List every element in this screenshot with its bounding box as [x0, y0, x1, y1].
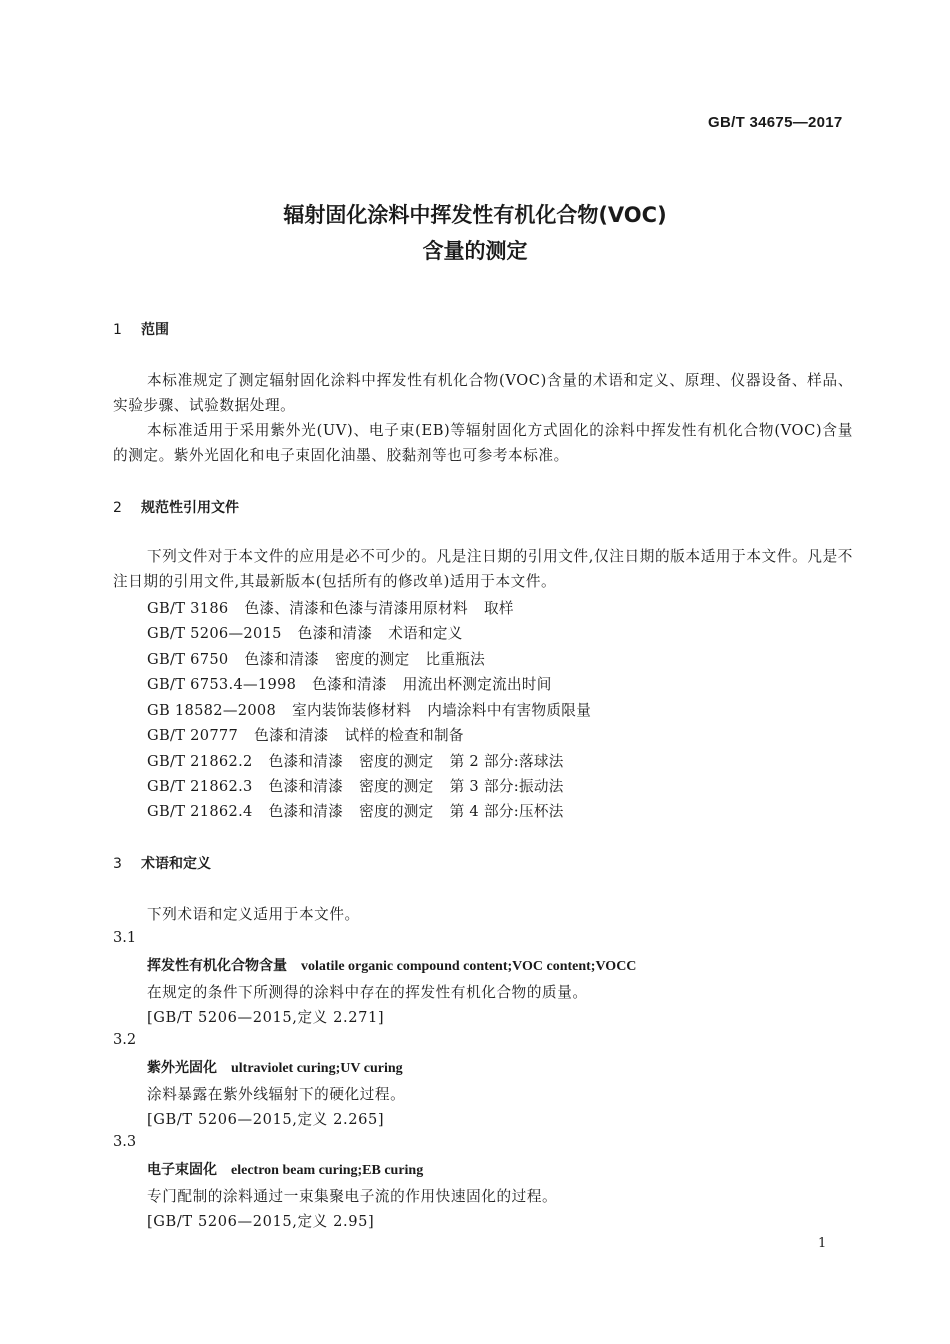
reference-code: GB/T 21862.3 — [147, 778, 253, 795]
section-number: 2 — [113, 500, 122, 516]
reference-title-part: 色漆和清漆 — [312, 676, 387, 693]
section-1-paragraph-2: 本标准适用于采用紫外光(UV)、电子束(EB)等辐射固化方式固化的涂料中挥发性有机化合物(VOC)含量的测定。紫外光固化和电子束固化油墨、胶黏剂等也可参考本标准。 — [113, 422, 853, 464]
term-name — [147, 1159, 423, 1179]
section-3-heading — [113, 853, 211, 873]
reference-code: GB/T 21862.2 — [147, 753, 253, 770]
reference-title-part: 室内装饰装修材料 — [292, 702, 412, 719]
reference-item — [147, 750, 564, 771]
reference-title-part: 第 4 部分:压杯法 — [449, 803, 564, 820]
reference-code: GB/T 6750 — [147, 651, 229, 668]
section-title: 术语和定义 — [141, 856, 211, 872]
term-name-zh: 紫外光固化 — [147, 1060, 217, 1076]
term-definition: 涂料暴露在紫外线辐射下的硬化过程。 — [147, 1086, 406, 1103]
term-source: [GB/T 5206—2015,定义 2.265] — [147, 1111, 385, 1128]
reference-code: GB/T 6753.4—1998 — [147, 676, 297, 693]
reference-code: GB/T 3186 — [147, 600, 229, 617]
reference-item — [147, 699, 591, 720]
section-title: 范围 — [141, 322, 169, 338]
term-name-en: electron beam curing;EB curing — [231, 1163, 424, 1178]
section-2-paragraph-1: 下列文件对于本文件的应用是必不可少的。凡是注日期的引用文件,仅注日期的版本适用于本文件。凡是不注日期的引用文件,其最新版本(包括所有的修改单)适用于本文件。 — [113, 548, 853, 590]
term-number: 3.1 — [113, 929, 137, 946]
reference-title-part: 色漆和清漆 — [268, 778, 344, 795]
section-number: 1 — [113, 322, 122, 338]
reference-title-part: 色漆和清漆 — [268, 753, 344, 770]
term-name — [147, 1057, 403, 1077]
reference-title-part: 色漆和清漆 — [244, 651, 319, 668]
reference-title-part: 内墙涂料中有害物质限量 — [427, 702, 592, 719]
reference-title-part: 用流出杯测定流出时间 — [402, 676, 552, 693]
section-2-heading — [113, 497, 239, 517]
reference-code: GB/T 21862.4 — [147, 803, 253, 820]
reference-title-part: 色漆、清漆和色漆与清漆用原材料 — [244, 600, 468, 617]
section-1-paragraph-1: 本标准规定了测定辐射固化涂料中挥发性有机化合物(VOC)含量的术语和定义、原理、仪器设备、样品、实验步骤、试验数据处理。 — [113, 372, 853, 414]
term-source: [GB/T 5206—2015,定义 2.95] — [147, 1213, 375, 1230]
reference-title-part: 术语和定义 — [388, 625, 463, 642]
reference-title-part: 比重瓶法 — [425, 651, 486, 668]
term-number: 3.3 — [113, 1133, 137, 1150]
term-definition: 在规定的条件下所测得的涂料中存在的挥发性有机化合物的质量。 — [147, 984, 588, 1001]
reference-item — [147, 673, 552, 694]
reference-title-part: 密度的测定 — [359, 753, 434, 770]
document-title-line2: 含量的测定 — [422, 239, 528, 263]
page-number: 1 — [818, 1236, 827, 1251]
reference-title-part: 取样 — [483, 600, 514, 617]
reference-code: GB/T 20777 — [147, 727, 239, 744]
reference-title-part: 密度的测定 — [359, 803, 434, 820]
reference-item — [147, 648, 485, 669]
term-definition: 专门配制的涂料通过一束集聚电子流的作用快速固化的过程。 — [147, 1188, 558, 1205]
reference-item — [147, 724, 464, 745]
reference-code: GB/T 5206—2015 — [147, 625, 282, 642]
reference-item — [147, 775, 564, 796]
reference-item — [147, 622, 463, 643]
reference-title-part: 色漆和清漆 — [268, 803, 344, 820]
reference-item — [147, 597, 514, 618]
term-number: 3.2 — [113, 1031, 137, 1048]
term-name — [147, 955, 636, 975]
term-name-en: volatile organic compound content;VOC content;VOCC — [301, 959, 637, 974]
reference-item — [147, 800, 564, 821]
reference-title-part: 密度的测定 — [335, 651, 410, 668]
reference-title-part: 色漆和清漆 — [254, 727, 329, 744]
reference-title-part: 试样的检查和制备 — [344, 727, 464, 744]
term-name-en: ultraviolet curing;UV curing — [231, 1061, 403, 1076]
section-number: 3 — [113, 856, 122, 872]
section-title: 规范性引用文件 — [141, 500, 239, 516]
section-1-heading — [113, 319, 169, 339]
reference-title-part: 第 3 部分:振动法 — [449, 778, 564, 795]
reference-title-part: 第 2 部分:落球法 — [449, 753, 564, 770]
reference-title-part: 色漆和清漆 — [297, 625, 373, 642]
document-title-line1: 辐射固化涂料中挥发性有机化合物(VOC) — [283, 203, 667, 227]
term-source: [GB/T 5206—2015,定义 2.271] — [147, 1009, 385, 1026]
reference-title-part: 密度的测定 — [359, 778, 434, 795]
section-3-intro: 下列术语和定义适用于本文件。 — [147, 906, 360, 923]
term-name-zh: 电子束固化 — [147, 1162, 217, 1178]
reference-code: GB 18582—2008 — [147, 702, 277, 719]
term-name-zh: 挥发性有机化合物含量 — [147, 958, 287, 974]
standard-number: GB/T 34675—2017 — [708, 114, 843, 131]
